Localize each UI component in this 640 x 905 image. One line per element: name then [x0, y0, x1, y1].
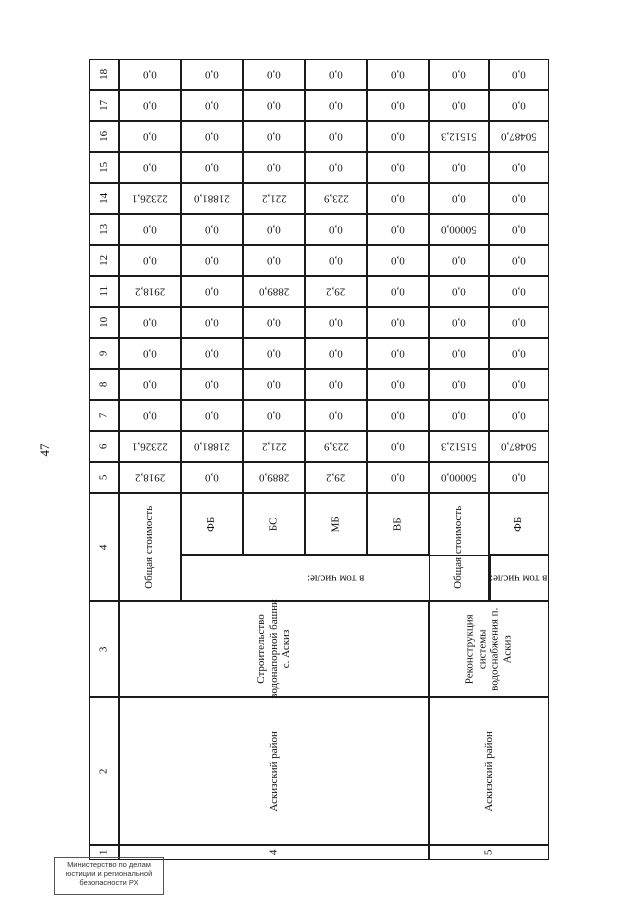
value-cell-text: 0,0 — [512, 192, 526, 205]
value-cell-text: 0,0 — [452, 254, 466, 267]
value-cell — [305, 462, 367, 493]
value-cell — [243, 338, 305, 369]
value-cell — [119, 183, 181, 214]
value-cell-text: 0,0 — [329, 99, 343, 112]
column-number — [89, 400, 119, 431]
value-cell — [181, 307, 243, 338]
value-cell-text: 0,0 — [512, 378, 526, 391]
value-cell-text: 0,0 — [205, 161, 219, 174]
district — [119, 697, 429, 845]
value-cell-text: 0,0 — [143, 316, 157, 329]
value-cell — [305, 276, 367, 307]
funding-source-text: ВБ — [391, 517, 404, 531]
column-number-text: 14 — [97, 192, 110, 204]
value-cell — [305, 245, 367, 276]
column-number-text: 10 — [97, 316, 110, 328]
column-number-text: 12 — [97, 254, 110, 266]
value-cell — [429, 462, 489, 493]
value-cell-text: 0,0 — [267, 99, 281, 112]
including-label-text: в том числе: — [307, 572, 365, 585]
column-number — [89, 493, 119, 601]
value-cell-text: 0,0 — [329, 130, 343, 143]
value-cell — [305, 307, 367, 338]
value-cell-text: 0,0 — [512, 223, 526, 236]
value-cell — [367, 183, 429, 214]
value-cell-text: 0,0 — [267, 68, 281, 81]
value-cell — [367, 245, 429, 276]
value-cell — [119, 400, 181, 431]
value-cell — [181, 462, 243, 493]
value-cell — [119, 338, 181, 369]
value-cell — [119, 369, 181, 400]
funding-source — [305, 493, 367, 555]
funding-source-text: ФБ — [512, 516, 525, 532]
value-cell-text: 0,0 — [143, 254, 157, 267]
value-cell — [243, 245, 305, 276]
value-cell — [305, 90, 367, 121]
value-cell-text: 50000,0 — [441, 223, 477, 236]
value-cell — [489, 462, 549, 493]
value-cell-text: 223,9 — [323, 192, 349, 205]
column-number — [89, 307, 119, 338]
value-cell-text: 0,0 — [329, 347, 343, 360]
value-cell — [181, 214, 243, 245]
value-cell-text: 0,0 — [143, 409, 157, 422]
column-number-text: 2 — [97, 768, 110, 774]
value-cell — [305, 152, 367, 183]
value-cell-text: 2889,0 — [258, 471, 290, 484]
value-cell — [489, 245, 549, 276]
value-cell — [243, 369, 305, 400]
value-cell — [181, 369, 243, 400]
column-number-text: 16 — [97, 130, 110, 142]
value-cell-text: 0,0 — [143, 68, 157, 81]
value-cell-text: 0,0 — [391, 99, 405, 112]
value-cell — [181, 276, 243, 307]
value-cell — [119, 462, 181, 493]
value-cell — [489, 90, 549, 121]
value-cell — [181, 59, 243, 90]
value-cell — [243, 276, 305, 307]
value-cell-text: 0,0 — [205, 285, 219, 298]
value-cell — [489, 59, 549, 90]
value-cell — [181, 121, 243, 152]
value-cell-text: 21881,0 — [194, 440, 230, 453]
project-name — [119, 601, 429, 697]
value-cell-text: 0,0 — [452, 316, 466, 329]
value-cell — [429, 276, 489, 307]
total-cost-label — [119, 493, 181, 601]
column-number-text: 18 — [97, 68, 110, 80]
value-cell — [367, 431, 429, 462]
value-cell-text: 0,0 — [512, 68, 526, 81]
column-number-text: 17 — [97, 99, 110, 111]
funding-source — [243, 493, 305, 555]
value-cell — [489, 214, 549, 245]
value-cell — [119, 307, 181, 338]
value-cell-text: 0,0 — [391, 409, 405, 422]
value-cell — [119, 245, 181, 276]
column-number — [89, 245, 119, 276]
column-number — [89, 431, 119, 462]
column-number-text: 8 — [97, 381, 110, 388]
value-cell-text: 2918,2 — [134, 471, 166, 484]
value-cell — [489, 338, 549, 369]
value-cell-text: 0,0 — [267, 130, 281, 143]
value-cell — [243, 307, 305, 338]
value-cell-text: 221,2 — [261, 192, 287, 205]
project-name-text: Строительство водонапорной башни с. Аскиз — [255, 599, 293, 699]
value-cell — [489, 121, 549, 152]
total-cost-label-text: Общая стоимость — [143, 505, 156, 589]
value-cell-text: 0,0 — [452, 409, 466, 422]
stamp-line: юстиции и региональной — [65, 869, 153, 878]
value-cell-text: 0,0 — [391, 223, 405, 236]
value-cell-text: 0,0 — [267, 378, 281, 391]
value-cell — [243, 462, 305, 493]
value-cell — [367, 307, 429, 338]
value-cell — [429, 431, 489, 462]
value-cell-text: 0,0 — [452, 378, 466, 391]
column-number — [89, 59, 119, 90]
value-cell-text: 0,0 — [391, 161, 405, 174]
funding-source-text: БС — [267, 517, 280, 531]
value-cell — [119, 276, 181, 307]
funding-source — [489, 493, 549, 555]
row-number — [119, 845, 429, 860]
page-number: 47 — [37, 443, 52, 457]
value-cell — [367, 369, 429, 400]
value-cell-text: 0,0 — [512, 347, 526, 360]
value-cell — [181, 400, 243, 431]
value-cell-text: 0,0 — [391, 130, 405, 143]
column-number-text: 5 — [97, 474, 110, 481]
funding-source — [367, 493, 429, 555]
value-cell — [367, 214, 429, 245]
value-cell-text: 0,0 — [143, 223, 157, 236]
value-cell-text: 0,0 — [512, 316, 526, 329]
value-cell — [305, 338, 367, 369]
value-cell — [305, 400, 367, 431]
value-cell-text: 0,0 — [267, 347, 281, 360]
value-cell — [367, 90, 429, 121]
value-cell — [181, 431, 243, 462]
stamp-line: безопасности РХ — [79, 878, 139, 887]
column-number-text: 15 — [97, 161, 110, 173]
project-name-text: Реконструкция системы водоснабжения п. Аскиз — [463, 607, 514, 691]
district-text: Аскизский район — [482, 730, 495, 812]
value-cell-text: 0,0 — [391, 347, 405, 360]
value-cell — [367, 338, 429, 369]
value-cell-text: 51512,3 — [441, 130, 477, 143]
stamp-line: Министерство по делам — [67, 860, 151, 869]
value-cell — [429, 245, 489, 276]
value-cell-text: 0,0 — [205, 316, 219, 329]
value-cell — [243, 121, 305, 152]
column-number — [89, 601, 119, 697]
row-number-text: 5 — [482, 849, 495, 856]
column-number — [89, 276, 119, 307]
funding-source-text: МБ — [329, 515, 342, 533]
value-cell-text: 0,0 — [512, 285, 526, 298]
value-cell-text: 0,0 — [143, 378, 157, 391]
value-cell — [119, 90, 181, 121]
value-cell — [305, 121, 367, 152]
value-cell-text: 50487,0 — [501, 130, 537, 143]
value-cell — [429, 59, 489, 90]
value-cell — [367, 462, 429, 493]
value-cell — [243, 90, 305, 121]
value-cell — [429, 400, 489, 431]
total-cost-label-text: Общая стоимость — [452, 505, 465, 589]
value-cell — [489, 431, 549, 462]
value-cell — [243, 214, 305, 245]
value-cell-text: 0,0 — [391, 440, 405, 453]
value-cell-text: 0,0 — [205, 378, 219, 391]
value-cell — [181, 90, 243, 121]
value-cell — [489, 369, 549, 400]
value-cell-text: 0,0 — [452, 192, 466, 205]
value-cell — [181, 152, 243, 183]
value-cell-text: 0,0 — [143, 161, 157, 174]
rotated-table-sheet — [90, 60, 550, 856]
value-cell — [429, 307, 489, 338]
value-cell — [367, 59, 429, 90]
column-number — [89, 462, 119, 493]
column-number — [89, 90, 119, 121]
value-cell-text: 0,0 — [205, 223, 219, 236]
value-cell-text: 0,0 — [391, 378, 405, 391]
value-cell — [305, 214, 367, 245]
value-cell — [429, 369, 489, 400]
column-number-text: 4 — [97, 544, 110, 550]
value-cell — [305, 431, 367, 462]
value-cell-text: 0,0 — [267, 409, 281, 422]
value-cell-text: 0,0 — [205, 254, 219, 267]
value-cell-text: 0,0 — [329, 409, 343, 422]
value-cell-text: 0,0 — [329, 68, 343, 81]
value-cell — [119, 121, 181, 152]
value-cell-text: 22326,1 — [132, 440, 168, 453]
value-cell — [119, 214, 181, 245]
column-number-text: 6 — [97, 443, 110, 450]
value-cell — [489, 276, 549, 307]
district-text: Аскизский район — [267, 730, 280, 812]
value-cell-text: 0,0 — [391, 285, 405, 298]
value-cell-text: 0,0 — [391, 471, 405, 484]
row-number — [429, 845, 549, 860]
value-cell-text: 0,0 — [267, 223, 281, 236]
value-cell — [243, 400, 305, 431]
row-number-text: 4 — [267, 849, 280, 856]
column-number — [89, 214, 119, 245]
column-number — [89, 152, 119, 183]
value-cell-text: 0,0 — [512, 99, 526, 112]
value-cell — [119, 431, 181, 462]
value-cell — [243, 59, 305, 90]
value-cell — [429, 183, 489, 214]
value-cell-text: 0,0 — [329, 254, 343, 267]
column-number — [89, 369, 119, 400]
value-cell — [181, 183, 243, 214]
including-label-text: в том числе: — [490, 572, 548, 585]
value-cell — [181, 245, 243, 276]
column-number-text: 3 — [97, 646, 110, 652]
value-cell-text: 0,0 — [391, 192, 405, 205]
column-number-text: 7 — [97, 412, 110, 419]
value-cell-text: 22326,1 — [132, 192, 168, 205]
value-cell-text: 0,0 — [391, 316, 405, 329]
value-cell-text: 0,0 — [452, 347, 466, 360]
value-cell — [305, 369, 367, 400]
value-cell — [305, 59, 367, 90]
value-cell — [429, 214, 489, 245]
column-number-text: 11 — [97, 286, 110, 297]
value-cell-text: 50000,0 — [441, 471, 477, 484]
value-cell-text: 0,0 — [205, 68, 219, 81]
including-label — [181, 555, 491, 601]
value-cell — [119, 152, 181, 183]
value-cell-text: 0,0 — [391, 68, 405, 81]
value-cell — [243, 431, 305, 462]
value-cell — [367, 276, 429, 307]
value-cell — [243, 152, 305, 183]
value-cell-text: 0,0 — [267, 161, 281, 174]
column-number — [89, 697, 119, 845]
funding-source-text: ФБ — [205, 516, 218, 532]
value-cell-text: 0,0 — [329, 378, 343, 391]
value-cell-text: 2889,0 — [258, 285, 290, 298]
value-cell-text: 0,0 — [329, 316, 343, 329]
value-cell-text: 0,0 — [512, 409, 526, 422]
value-cell-text: 0,0 — [267, 316, 281, 329]
value-cell-text: 221,2 — [261, 440, 287, 453]
value-cell-text: 0,0 — [143, 130, 157, 143]
value-cell-text: 50487,0 — [501, 440, 537, 453]
funding-source — [181, 493, 243, 555]
value-cell-text: 0,0 — [329, 161, 343, 174]
value-cell-text: 29,2 — [326, 285, 346, 298]
value-cell — [181, 338, 243, 369]
value-cell-text: 0,0 — [512, 161, 526, 174]
column-number — [89, 338, 119, 369]
value-cell-text: 29,2 — [326, 471, 346, 484]
value-cell-text: 0,0 — [512, 254, 526, 267]
including-label — [489, 555, 549, 601]
value-cell — [367, 400, 429, 431]
value-cell — [489, 183, 549, 214]
value-cell-text: 51512,3 — [441, 440, 477, 453]
value-cell-text: 0,0 — [452, 161, 466, 174]
value-cell-text: 0,0 — [143, 347, 157, 360]
value-cell-text: 0,0 — [512, 471, 526, 484]
value-cell — [367, 121, 429, 152]
column-number-text: 13 — [97, 223, 110, 235]
value-cell-text: 0,0 — [452, 68, 466, 81]
value-cell-text: 0,0 — [452, 285, 466, 298]
value-cell-text: 223,9 — [323, 440, 349, 453]
value-cell — [489, 307, 549, 338]
district — [429, 697, 549, 845]
value-cell-text: 0,0 — [205, 471, 219, 484]
value-cell-text: 0,0 — [452, 99, 466, 112]
project-name — [429, 601, 549, 697]
column-number-text: 1 — [97, 849, 110, 856]
value-cell-text: 0,0 — [205, 409, 219, 422]
value-cell-text: 0,0 — [329, 223, 343, 236]
value-cell — [243, 183, 305, 214]
value-cell — [305, 183, 367, 214]
value-cell-text: 0,0 — [391, 254, 405, 267]
value-cell — [429, 90, 489, 121]
value-cell-text: 21881,0 — [194, 192, 230, 205]
registration-stamp — [54, 857, 164, 895]
value-cell — [429, 338, 489, 369]
column-number — [89, 121, 119, 152]
value-cell-text: 2918,2 — [134, 285, 166, 298]
value-cell-text: 0,0 — [205, 130, 219, 143]
value-cell — [119, 59, 181, 90]
value-cell-text: 0,0 — [267, 254, 281, 267]
value-cell-text: 0,0 — [143, 99, 157, 112]
value-cell — [429, 152, 489, 183]
value-cell — [429, 121, 489, 152]
value-cell — [489, 400, 549, 431]
column-number-text: 9 — [97, 350, 110, 357]
value-cell-text: 0,0 — [205, 347, 219, 360]
value-cell — [489, 152, 549, 183]
value-cell — [367, 152, 429, 183]
value-cell-text: 0,0 — [205, 99, 219, 112]
column-number — [89, 183, 119, 214]
